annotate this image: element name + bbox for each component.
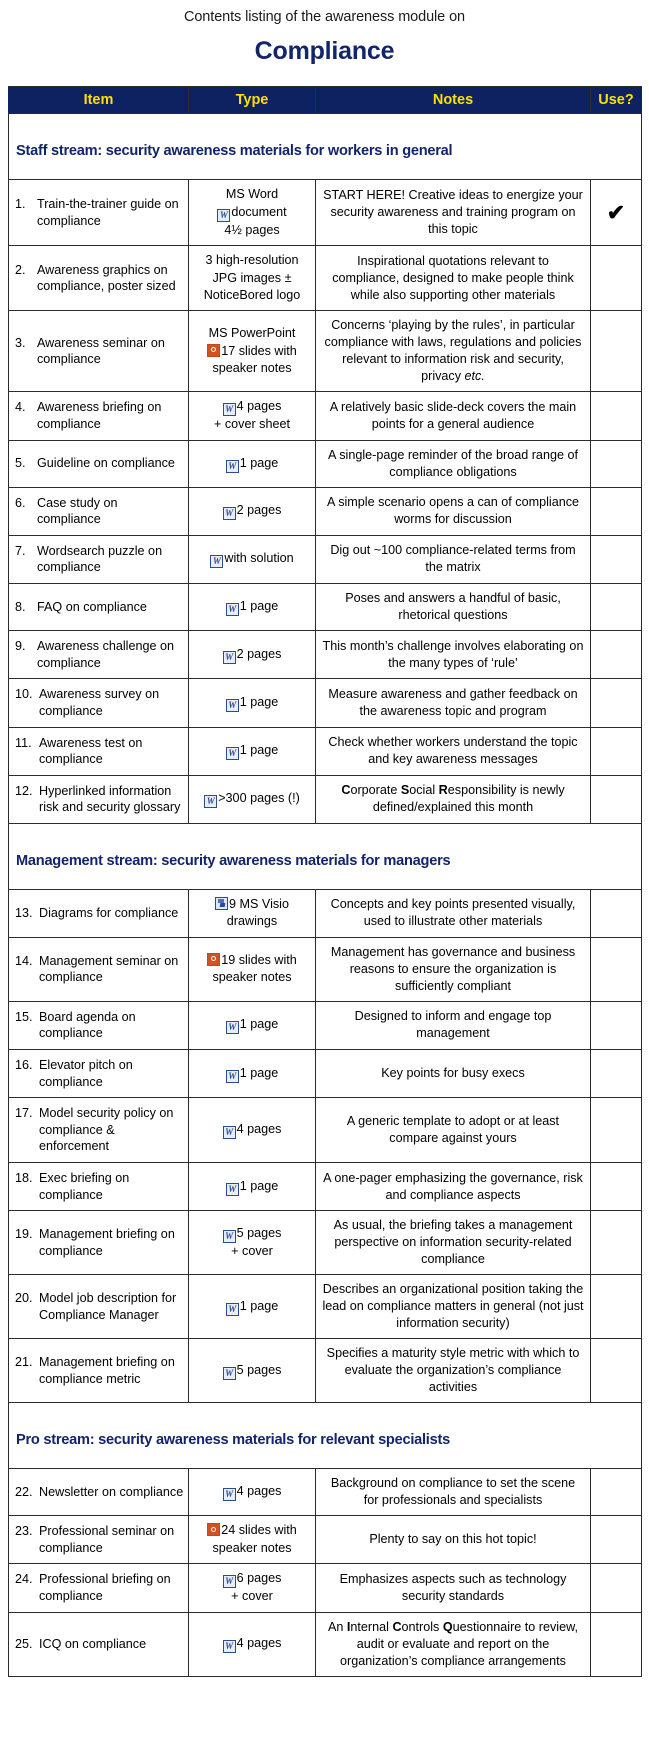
item-cell — [9, 631, 189, 679]
type-line: W 5 pages — [191, 1225, 313, 1243]
word-icon: W — [226, 699, 239, 712]
item-cell — [9, 1469, 189, 1516]
notes-cell: Corporate Social Responsibility is newly defined/explained this month — [316, 775, 591, 823]
word-icon: W — [226, 603, 239, 616]
type-cell — [189, 775, 316, 823]
table-row — [9, 937, 642, 1001]
type-cell — [189, 1211, 316, 1275]
type-line: MS PowerPoint — [208, 326, 296, 341]
item-number: 19. — [15, 1227, 33, 1242]
item-number: 5. — [15, 456, 26, 471]
type-line: speaker notes — [212, 360, 292, 375]
stream-heading-cell — [9, 1403, 642, 1469]
type-line: W 4 pages — [191, 1121, 313, 1139]
type-cell — [189, 392, 316, 440]
word-icon: W — [226, 460, 239, 473]
page-subtitle: Contents listing of the awareness module on — [183, 9, 466, 25]
type-cell — [189, 311, 316, 392]
use-checkbox-cell[interactable] — [591, 1275, 642, 1339]
type-cell — [189, 631, 316, 679]
item-title: Elevator pitch on compliance — [39, 1057, 133, 1089]
stream-heading-cell — [9, 114, 642, 180]
item-cell — [9, 1612, 189, 1676]
item-number: 3. — [15, 335, 26, 350]
powerpoint-icon — [207, 953, 220, 966]
stream-heading-row — [9, 1403, 642, 1469]
type-cell — [189, 440, 316, 487]
item-title: Awareness test on compliance — [39, 735, 143, 767]
table-row — [9, 246, 642, 311]
type-line: W with solution — [191, 550, 313, 568]
type-line: MS Word — [225, 187, 279, 202]
notes-cell: Emphasizes aspects such as technology security standards — [316, 1564, 591, 1612]
item-title: Professional seminar on compliance — [39, 1524, 175, 1555]
word-icon: W — [226, 747, 239, 760]
type-line: W 2 pages — [191, 502, 313, 520]
item-title: Case study on compliance — [37, 495, 118, 527]
type-line: W >300 pages (!) — [191, 790, 313, 808]
item-number: 1. — [15, 197, 26, 212]
item-cell — [9, 937, 189, 1001]
stream-heading-row — [9, 823, 642, 889]
table-body — [9, 114, 642, 1676]
notes-cell: An Internal Controls Questionnaire to review, audit or evaluate and report on the organization’s compliance arrangements — [316, 1612, 591, 1676]
type-line: W 4 pages — [191, 1635, 313, 1653]
item-title: Professional briefing on compliance — [39, 1572, 171, 1604]
type-line: + cover sheet — [214, 417, 290, 432]
type-cell — [189, 1469, 316, 1516]
type-cell — [189, 1049, 316, 1097]
use-checkbox-cell[interactable] — [591, 584, 642, 631]
item-number: 15. — [15, 1009, 33, 1024]
table-row — [9, 1339, 642, 1403]
type-cell — [189, 937, 316, 1001]
item-title: Management seminar on compliance — [39, 953, 179, 985]
stream-heading-2: Pro stream: security awareness materials for relevant specialists — [16, 1432, 450, 1449]
item-cell — [9, 246, 189, 311]
type-cell — [189, 487, 316, 535]
notes-cell: Management has governance and business reasons to ensure the organization is sufficiently compliant — [316, 937, 591, 1001]
type-line: 4½ pages — [224, 222, 280, 237]
item-title: Management briefing on compliance — [39, 1227, 175, 1258]
table-row — [9, 584, 642, 631]
type-line: 17 slides with — [191, 343, 313, 360]
stream-heading-cell — [9, 823, 642, 889]
notes-cell: Designed to inform and engage top management — [316, 1001, 591, 1049]
item-cell — [9, 535, 189, 583]
powerpoint-icon — [207, 1523, 220, 1536]
item-cell — [9, 775, 189, 823]
word-icon: W — [223, 507, 236, 520]
type-line: + cover — [231, 1589, 273, 1604]
notes-cell: A generic template to adopt or at least compare against yours — [316, 1098, 591, 1163]
table-row — [9, 1098, 642, 1163]
notes-cell: START HERE! Creative ideas to energize your security awareness and training program on this topic — [316, 180, 591, 246]
table-row — [9, 1469, 642, 1516]
item-cell — [9, 1564, 189, 1612]
item-title: ICQ on compliance — [39, 1636, 147, 1651]
use-checkbox-cell[interactable] — [591, 1098, 642, 1163]
column-header-type: Type — [189, 87, 316, 114]
item-cell — [9, 440, 189, 487]
notes-cell: Plenty to say on this hot topic! — [316, 1516, 591, 1564]
contents-table — [8, 86, 642, 1676]
type-line: speaker notes — [212, 970, 292, 985]
table-row — [9, 1612, 642, 1676]
type-cell — [189, 180, 316, 246]
word-icon: W — [223, 1640, 236, 1653]
item-cell — [9, 1516, 189, 1564]
type-line: W 1 page — [191, 1065, 313, 1083]
use-checkbox-cell[interactable] — [591, 1516, 642, 1564]
table-row — [9, 889, 642, 937]
type-line: speaker notes — [212, 1540, 292, 1555]
item-number: 14. — [15, 953, 33, 968]
notes-cell: A single-page reminder of the broad range of compliance obligations — [316, 440, 591, 487]
word-icon: W — [226, 1021, 239, 1034]
visio-icon — [215, 897, 228, 910]
item-title: Model job description for Compliance Manager — [39, 1291, 177, 1322]
item-number: 22. — [15, 1484, 33, 1499]
item-cell — [9, 1275, 189, 1339]
checkmark-icon: ✔ — [606, 199, 626, 225]
table-header-row — [9, 87, 642, 114]
table-row — [9, 311, 642, 392]
table-row — [9, 440, 642, 487]
type-cell — [189, 535, 316, 583]
notes-cell: A one-pager emphasizing the governance, risk and compliance aspects — [316, 1162, 591, 1210]
item-cell — [9, 679, 189, 727]
word-icon: W — [223, 1126, 236, 1139]
item-cell — [9, 1339, 189, 1403]
item-title: Train-the-trainer guide on compliance — [37, 197, 179, 228]
notes-cell: Specifies a maturity style metric with which to evaluate the organization’s compliance activities — [316, 1339, 591, 1403]
item-title: Board agenda on compliance — [39, 1009, 136, 1041]
item-cell — [9, 1098, 189, 1163]
notes-cell: Key points for busy execs — [316, 1049, 591, 1097]
item-cell — [9, 584, 189, 631]
use-checkbox-cell[interactable] — [591, 311, 642, 392]
item-number: 18. — [15, 1170, 33, 1185]
item-number: 9. — [15, 639, 26, 654]
word-icon: W — [223, 1230, 236, 1243]
use-checkbox-cell[interactable] — [591, 1564, 642, 1612]
type-line: W 4 pages — [191, 398, 313, 416]
item-title: Awareness survey on compliance — [39, 687, 160, 718]
item-cell — [9, 889, 189, 937]
stream-heading-1: Management stream: security awareness materials for managers — [16, 852, 451, 869]
notes-cell: Measure awareness and gather feedback on the awareness topic and program — [316, 679, 591, 727]
item-number: 6. — [15, 495, 26, 510]
type-cell — [189, 1516, 316, 1564]
type-cell — [189, 679, 316, 727]
word-icon: W — [223, 1488, 236, 1501]
item-cell — [9, 180, 189, 246]
stream-heading-0: Staff stream: security awareness materials for workers in general — [16, 143, 453, 160]
use-checkbox-cell[interactable] — [591, 937, 642, 1001]
type-line: W 1 page — [191, 455, 313, 473]
notes-cell: Inspirational quotations relevant to compliance, designed to make people think while also supporting other materials — [316, 246, 591, 311]
use-checkbox-cell[interactable] — [591, 889, 642, 937]
table-row — [9, 1516, 642, 1564]
use-checkbox-cell[interactable] — [591, 1469, 642, 1516]
item-cell — [9, 392, 189, 440]
table-row — [9, 1162, 642, 1210]
use-checkbox-cell[interactable] — [591, 1162, 642, 1210]
item-title: Exec briefing on compliance — [39, 1170, 130, 1202]
column-header-use: Use? — [591, 87, 642, 114]
item-title: Awareness seminar on compliance — [37, 335, 165, 367]
type-line: W 6 pages — [191, 1570, 313, 1588]
type-line: W 4 pages — [191, 1483, 313, 1501]
item-number: 13. — [15, 906, 33, 921]
table-row — [9, 679, 642, 727]
word-icon: W — [223, 403, 236, 416]
table-row — [9, 392, 642, 440]
column-header-notes: Notes — [316, 87, 591, 114]
type-cell — [189, 1339, 316, 1403]
item-number: 10. — [15, 687, 33, 702]
use-checkbox-cell[interactable] — [591, 1049, 642, 1097]
type-line: 19 slides with — [191, 952, 313, 969]
powerpoint-icon — [207, 344, 220, 357]
item-cell — [9, 311, 189, 392]
word-icon: W — [217, 209, 230, 222]
word-icon: W — [226, 1070, 239, 1083]
type-cell — [189, 1098, 316, 1163]
table-row — [9, 775, 642, 823]
item-title: Hyperlinked information risk and security glossary — [39, 783, 181, 815]
item-number: 25. — [15, 1636, 33, 1651]
word-icon: W — [223, 1367, 236, 1380]
item-number: 2. — [15, 262, 26, 277]
item-title: Awareness graphics on compliance, poster sized — [37, 262, 176, 294]
word-icon: W — [204, 795, 217, 808]
item-title: Model security policy on compliance & enforcement — [39, 1106, 174, 1154]
type-line: W document — [191, 204, 313, 222]
item-number: 23. — [15, 1524, 33, 1539]
type-line: W 1 page — [191, 1016, 313, 1034]
item-number: 16. — [15, 1057, 33, 1072]
notes-cell: Check whether workers understand the topic and key awareness messages — [316, 727, 591, 775]
type-cell — [189, 889, 316, 937]
item-number: 21. — [15, 1355, 33, 1370]
item-number: 8. — [15, 599, 26, 614]
item-title: Newsletter on compliance — [39, 1484, 184, 1499]
title-block — [0, 0, 649, 66]
notes-cell: A simple scenario opens a can of compliance worms for discussion — [316, 487, 591, 535]
item-number: 12. — [15, 783, 33, 798]
type-cell — [189, 584, 316, 631]
type-cell — [189, 727, 316, 775]
table-row — [9, 1211, 642, 1275]
page-title: Compliance — [254, 37, 395, 66]
table-row — [9, 1564, 642, 1612]
use-checkbox-cell[interactable] — [591, 1001, 642, 1049]
type-line: NoticeBored logo — [203, 287, 301, 302]
word-icon: W — [223, 1575, 236, 1588]
item-title: Awareness challenge on compliance — [37, 639, 174, 670]
type-cell — [189, 1162, 316, 1210]
item-cell — [9, 1162, 189, 1210]
stream-heading-row — [9, 114, 642, 180]
use-checkbox-cell[interactable] — [591, 180, 642, 246]
word-icon: W — [226, 1183, 239, 1196]
notes-cell: Background on compliance to set the scene for professionals and specialists — [316, 1469, 591, 1516]
type-line: W 1 page — [191, 1298, 313, 1316]
table-row — [9, 1275, 642, 1339]
item-title: Diagrams for compliance — [39, 906, 179, 921]
item-title: Guideline on compliance — [37, 456, 175, 471]
use-checkbox-cell[interactable] — [591, 246, 642, 311]
use-checkbox-cell[interactable] — [591, 392, 642, 440]
item-cell — [9, 727, 189, 775]
table-row — [9, 1049, 642, 1097]
type-cell — [189, 1001, 316, 1049]
type-line: W 1 page — [191, 1178, 313, 1196]
use-checkbox-cell[interactable] — [591, 1211, 642, 1275]
column-header-item: Item — [9, 87, 189, 114]
use-checkbox-cell[interactable] — [591, 679, 642, 727]
item-number: 4. — [15, 400, 26, 415]
type-cell — [189, 1612, 316, 1676]
word-icon: W — [210, 555, 223, 568]
type-cell — [189, 246, 316, 311]
item-number: 17. — [15, 1106, 33, 1121]
item-number: 11. — [15, 735, 32, 750]
type-line: drawings — [226, 914, 278, 929]
table-row — [9, 180, 642, 246]
type-line: W 1 page — [191, 742, 313, 760]
item-cell — [9, 1211, 189, 1275]
word-icon: W — [226, 1303, 239, 1316]
type-line: 3 high-resolution — [205, 253, 299, 268]
type-line: W 1 page — [191, 598, 313, 616]
type-line: W 5 pages — [191, 1362, 313, 1380]
item-number: 24. — [15, 1572, 33, 1587]
item-cell — [9, 1049, 189, 1097]
table-row — [9, 727, 642, 775]
type-line: W 1 page — [191, 694, 313, 712]
type-line: W 2 pages — [191, 646, 313, 664]
item-cell — [9, 487, 189, 535]
use-checkbox-cell[interactable] — [591, 1612, 642, 1676]
word-icon: W — [223, 651, 236, 664]
use-checkbox-cell[interactable] — [591, 440, 642, 487]
use-checkbox-cell[interactable] — [591, 1339, 642, 1403]
table-row — [9, 631, 642, 679]
notes-cell: Describes an organizational position taking the lead on compliance matters in general (not just information security) — [316, 1275, 591, 1339]
item-title: Awareness briefing on compliance — [37, 400, 162, 431]
type-line: 24 slides with — [191, 1522, 313, 1539]
type-line: JPG images ± — [212, 270, 292, 285]
item-number: 20. — [15, 1291, 33, 1306]
notes-cell: Poses and answers a handful of basic, rhetorical questions — [316, 584, 591, 631]
item-cell — [9, 1001, 189, 1049]
item-title: Wordsearch puzzle on compliance — [37, 543, 163, 575]
use-checkbox-cell[interactable] — [591, 535, 642, 583]
use-checkbox-cell[interactable] — [591, 487, 642, 535]
notes-cell: Concepts and key points presented visually, used to illustrate other materials — [316, 889, 591, 937]
type-cell — [189, 1275, 316, 1339]
notes-cell: A relatively basic slide-deck covers the main points for a general audience — [316, 392, 591, 440]
use-checkbox-cell[interactable] — [591, 727, 642, 775]
type-line: 9 MS Visio — [191, 896, 313, 913]
notes-cell: Concerns ‘playing by the rules’, in particular compliance with laws, regulations and policies relevant to information risk and security, privacy etc. — [316, 311, 591, 392]
table-row — [9, 487, 642, 535]
notes-cell: This month’s challenge involves elaborating on the many types of ‘rule’ — [316, 631, 591, 679]
table-row — [9, 535, 642, 583]
item-number: 7. — [15, 543, 26, 558]
table-row — [9, 1001, 642, 1049]
type-line: + cover — [231, 1244, 273, 1258]
item-title: Management briefing on compliance metric — [39, 1355, 175, 1386]
item-title: FAQ on compliance — [37, 599, 147, 614]
use-checkbox-cell[interactable] — [591, 631, 642, 679]
notes-cell: As usual, the briefing takes a management perspective on information security-related compliance — [316, 1211, 591, 1275]
notes-cell: Dig out ~100 compliance-related terms from the matrix — [316, 535, 591, 583]
use-checkbox-cell[interactable] — [591, 775, 642, 823]
type-cell — [189, 1564, 316, 1612]
table-header — [9, 87, 642, 114]
